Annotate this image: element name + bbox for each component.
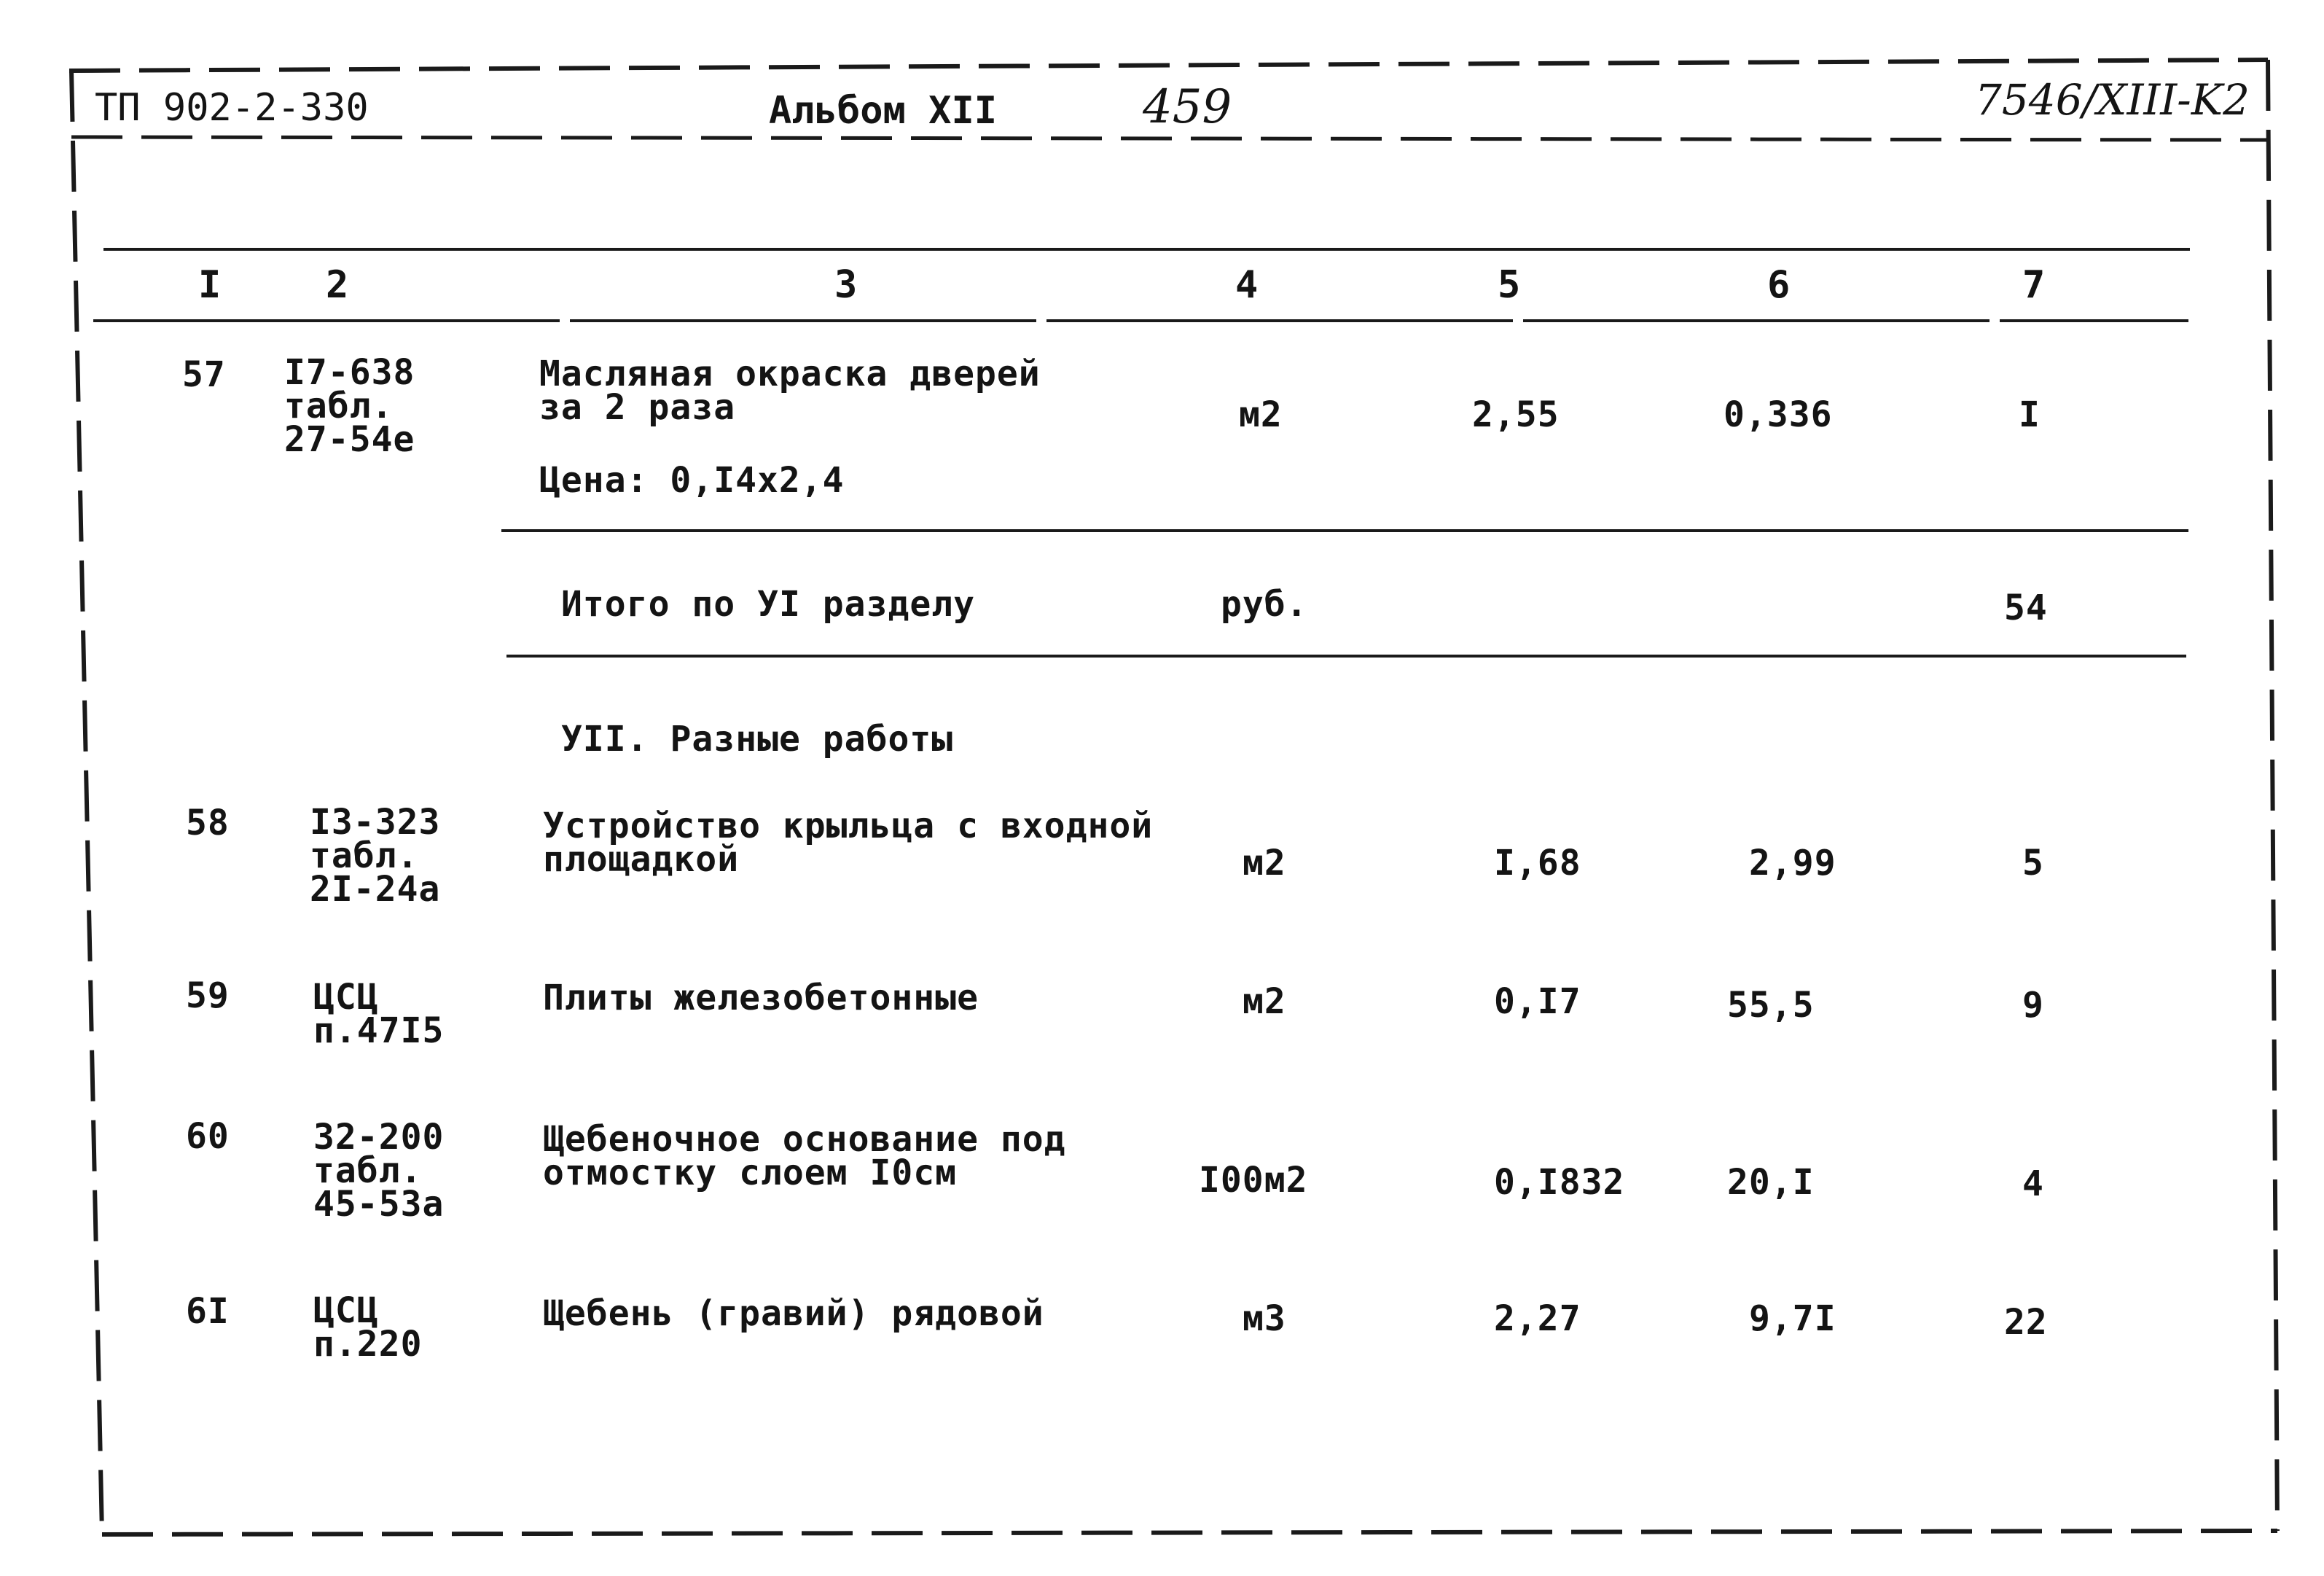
frame-left	[71, 71, 102, 1534]
column-header-5: 5	[1498, 263, 1521, 307]
row-reference: I7-638 табл. 27-54е	[284, 352, 415, 460]
column-header-2: 2	[326, 263, 349, 307]
row-quantity: 0,I7	[1494, 981, 1581, 1022]
subtotal-label: Итого по УI разделу	[561, 584, 976, 625]
row-unit: м3	[1243, 1298, 1286, 1339]
column-header-4: 4	[1235, 263, 1259, 307]
column-header-6: 6	[1767, 263, 1791, 307]
row-reference: I3-323 табл. 2I-24а	[310, 802, 441, 910]
row-unit-price: 9,7I	[1749, 1298, 1836, 1339]
row-total: 4	[2022, 1163, 2044, 1204]
column-header-1: I	[198, 263, 222, 307]
column-header-7: 7	[2022, 263, 2046, 307]
row-unit: м2	[1239, 394, 1283, 435]
row-unit-price: 2,99	[1749, 843, 1836, 883]
row-number: 57	[182, 354, 226, 395]
page-number: 459	[1143, 80, 1232, 134]
header-separator	[71, 137, 2268, 140]
row-total: I	[2019, 394, 2041, 435]
section-title: УII. Разные работы	[561, 719, 954, 760]
album-label: Альбом XII	[769, 89, 998, 133]
row-total: 22	[2004, 1302, 2048, 1343]
row-description: Щебень (гравий) рядовой	[543, 1293, 1044, 1334]
row-unit-price: 20,I	[1727, 1162, 1815, 1203]
row-quantity: I,68	[1494, 843, 1581, 883]
row-reference: ЦСЦ п.47I5	[313, 977, 445, 1051]
project-code: ТП 902-2-330	[95, 86, 369, 130]
row-description: Плиты железобетонные	[543, 978, 979, 1018]
row-quantity: 0,I832	[1494, 1162, 1625, 1203]
row-unit-price: 55,5	[1727, 985, 1815, 1026]
row-quantity: 2,27	[1494, 1298, 1581, 1339]
row-number: 59	[186, 975, 230, 1016]
row-quantity: 2,55	[1472, 394, 1560, 435]
frame-bottom	[102, 1531, 2277, 1534]
subtotal-total: 54	[2004, 588, 2048, 628]
row-description: Щебеночное основание под отмостку слоем I0см	[543, 1119, 1066, 1193]
row-total: 9	[2022, 985, 2044, 1026]
row-unit-price: 0,336	[1724, 394, 1833, 435]
archive-number: 7546/XIII-K2	[1975, 75, 2250, 125]
row-number: 6I	[186, 1291, 230, 1332]
row-total: 5	[2022, 843, 2044, 883]
row-reference: 32-200 табл. 45-53а	[313, 1117, 445, 1225]
row-unit: м2	[1243, 843, 1286, 883]
frame-right	[2268, 60, 2277, 1531]
row-description: Устройство крыльца с входной площадкой	[543, 805, 1154, 880]
row-unit: I00м2	[1199, 1160, 1308, 1201]
frame-top	[69, 60, 2268, 71]
row-description: Масляная окраска дверей за 2 раза	[539, 354, 1041, 428]
row-number: 58	[186, 803, 230, 843]
row-price-note: Цена: 0,I4x2,4	[539, 460, 845, 501]
column-header-3: 3	[834, 263, 858, 307]
subtotal-unit: руб.	[1221, 584, 1308, 625]
row-unit: м2	[1243, 981, 1286, 1022]
row-reference: ЦСЦ п.220	[313, 1290, 423, 1365]
row-number: 60	[186, 1116, 230, 1157]
